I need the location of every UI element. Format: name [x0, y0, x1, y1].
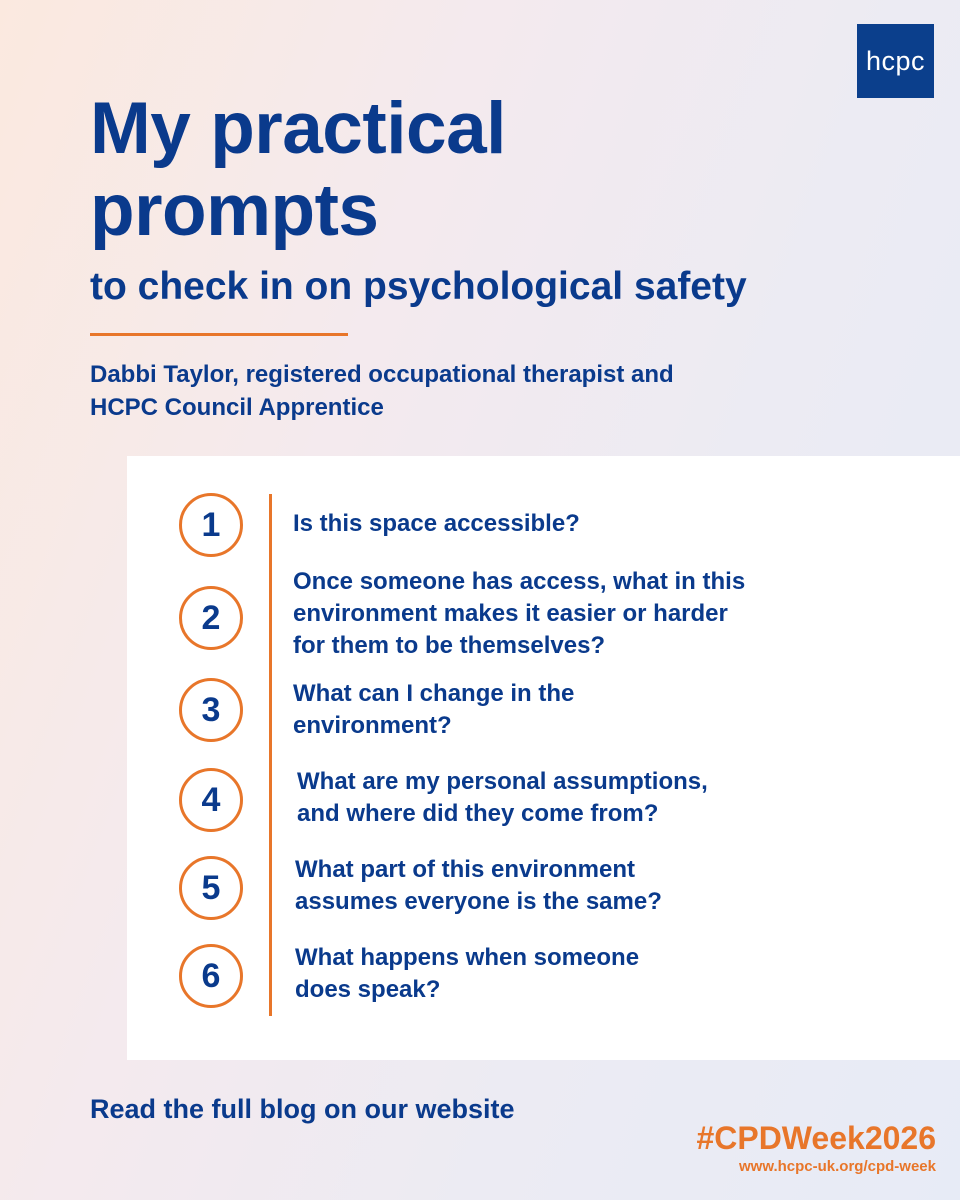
author-credit: Dabbi Taylor, registered occupational therapist and HCPC Council Apprentice: [90, 361, 674, 421]
logo-text: hcpc: [865, 45, 926, 76]
prompt-text-4: What are my personal assumptions, and where did they come from?: [297, 768, 708, 827]
page-subtitle: to check in on psychological safety: [90, 265, 747, 308]
cpd-week-hashtag: #CPDWeek2026: [696, 1120, 936, 1156]
prompt-text-6: What happens when someone does speak?: [295, 944, 640, 1003]
prompt-text-3: What can I change in the environment?: [293, 680, 575, 739]
read-blog-cta: Read the full blog on our website: [90, 1094, 515, 1124]
number-circle-6: 6: [179, 944, 243, 1008]
prompts-card: [127, 456, 960, 1060]
page-title-text: My practical prompts: [90, 88, 506, 251]
number-circle-5: 5: [179, 856, 243, 920]
prompt-text-5: What part of this environment assumes everyone is the same?: [295, 856, 662, 915]
prompt-text-2: Once someone has access, what in this environment makes it easier or harder for them to be themselves?: [293, 568, 746, 659]
number-circle-1: 1: [179, 493, 243, 557]
orange-divider-rule: [90, 333, 348, 336]
prompt-text-1: Is this space accessible?: [293, 510, 580, 537]
number-circle-3: 3: [179, 678, 243, 742]
number-circle-2: 2: [179, 586, 243, 650]
prompts-vertical-divider: [269, 494, 272, 1016]
cpd-week-url: www.hcpc-uk.org/cpd-week: [739, 1158, 936, 1175]
hcpc-logo: [857, 24, 934, 98]
number-circle-4: 4: [179, 768, 243, 832]
page-title: [90, 88, 506, 252]
